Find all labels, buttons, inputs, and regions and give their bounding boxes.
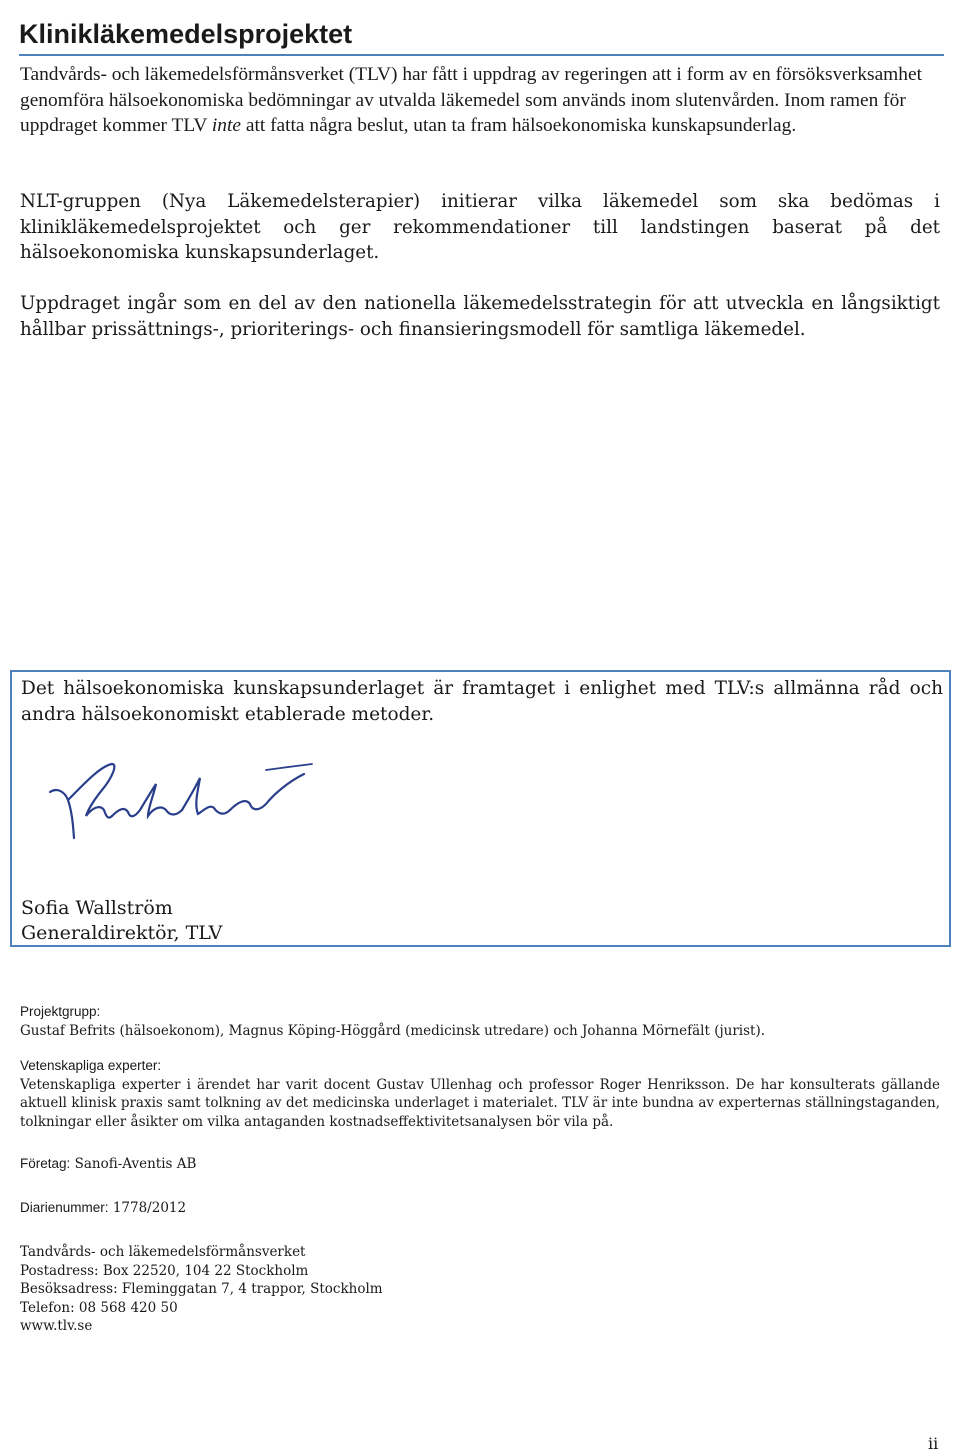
signer-title: Generaldirektör, TLV (21, 922, 223, 944)
signer-name: Sofia Wallström (21, 897, 173, 919)
statement-box (10, 670, 951, 947)
intro-text-end: att fatta några beslut, utan ta fram hälsoekonomiska kunskapsunderlag. (241, 115, 797, 136)
signer-block (21, 896, 222, 946)
company-section (20, 1155, 940, 1174)
company-value: Sanofi-Aventis AB (74, 1156, 197, 1172)
strategy-paragraph: Uppdraget ingår som en del av den nationella läkemedelsstrategin för att utveckla en långsiktigt hållbar prissättnings-, prioriterings- och finansieringsmodell för samtliga läkemedel. (20, 293, 940, 340)
address-web[interactable]: www.tlv.se (20, 1318, 93, 1334)
address-phone: Telefon: 08 568 420 50 (20, 1299, 178, 1316)
page-title: Klinikläkemedelsprojektet (19, 18, 944, 56)
company-label: Företag: (20, 1156, 71, 1171)
intro-emphasis: inte (211, 115, 241, 136)
intro-paragraph (20, 62, 940, 139)
project-group-text: Gustaf Befrits (hälsoekonom), Magnus Köping-Höggård (medicinsk utredare) och Johanna Mörnefält (jurist). (20, 1022, 766, 1039)
diary-section (20, 1199, 940, 1218)
statement-text: Det hälsoekonomiska kunskapsunderlaget är framtaget i enlighet med TLV:s allmänna råd och andra hälsoekonomiskt etablerade metoder. (21, 678, 943, 725)
address-visit: Besöksadress: Fleminggatan 7, 4 trappor, Stockholm (20, 1281, 383, 1297)
nlt-paragraph: NLT-gruppen (Nya Läkemedelsterapier) initierar vilka läkemedel som ska bedömas i klinikläkemedelsprojektet och ger rekommendationer till landstingen baserat på det hälsoekonomiska kunskapsunderlaget. (20, 191, 940, 263)
intro-text-start: Tandvårds- och läkemedelsförmånsverket (TLV) har fått i uppdrag av regeringen att i form av en försöksverksamhet genomföra hälsoekonomiska bedömningar av utvalda läkemedel som används inom slutenvården. Inom ramen för uppdraget kommer TLV (20, 64, 922, 136)
diary-value: 1778/2012 (112, 1200, 187, 1216)
experts-text: Vetenskapliga experter i ärendet har varit docent Gustav Ullenhag och professor Roger Henriksson. De har konsulterats gällande aktuell klinisk praxis samt tolkning av det medicinska underlaget i materialet. TLV är inte bundna av experternas ställningstaganden, tolkningar eller åsikter om vilka antaganden kostnadseffektivitetsanalysen bör vila på. (20, 1076, 940, 1130)
address-postal: Postadress: Box 22520, 104 22 Stockholm (20, 1262, 309, 1279)
address-block (20, 1243, 940, 1336)
page-number: ii (928, 1434, 939, 1453)
signature-image (42, 760, 322, 850)
diary-label: Diarienummer: (20, 1200, 109, 1215)
address-org: Tandvårds- och läkemedelsförmånsverket (20, 1244, 306, 1260)
experts-section (20, 1057, 940, 1131)
project-group-label: Projektgrupp: (20, 1004, 101, 1019)
project-group-section (20, 1003, 940, 1040)
experts-label: Vetenskapliga experter: (20, 1058, 162, 1073)
